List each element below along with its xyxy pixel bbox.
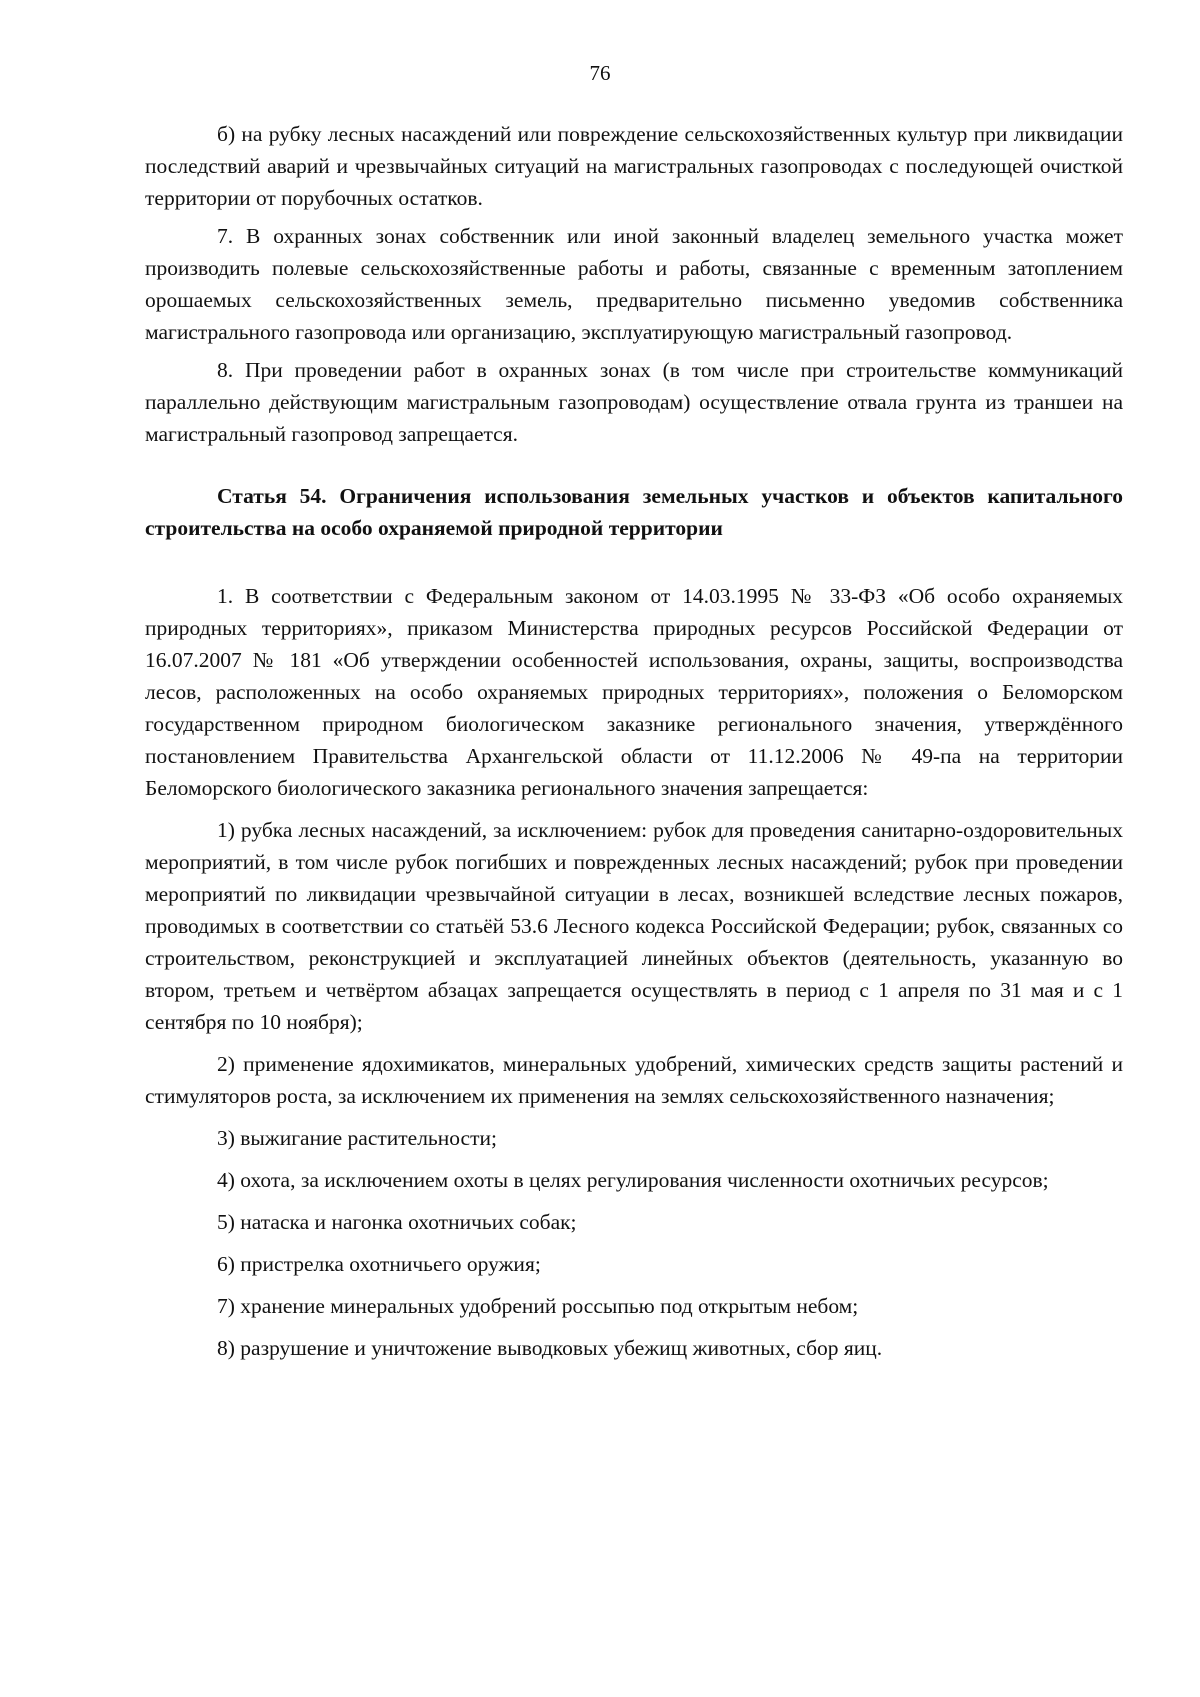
prohibition-item-4: 4) охота, за исключением охоты в целях регулирования численности охотничьих ресурсов;	[217, 1168, 1049, 1192]
prohibition-item-6: 6) пристрелка охотничьего оружия;	[217, 1252, 541, 1276]
paragraph-8-soil-dumping: 8. При проведении работ в охранных зонах (в том числе при строительстве коммуникаций параллельно действующим магистральным газопроводам) осуществление отвала грунта из траншеи на магистральный газопровод запрещается.	[145, 358, 1123, 446]
paragraph-7-agricultural-works: 7. В охранных зонах собственник или иной законный владелец земельного участка может производить полевые сельскохозяйственные работы и работы, связанные с временным затоплением орошаемых сельскохозяйственных земель, предварительно письменно уведомив собственника магистрального газопровода или организацию, эксплуатирующую магистральный газопровод.	[145, 224, 1123, 344]
article-54-intro: 1. В соответствии с Федеральным законом от 14.03.1995 № 33-ФЗ «Об особо охраняемых природных территориях», приказом Министерства природных ресурсов Российской Федерации от 16.07.2007 № 181 «Об утверждении особенностей использования, охраны, защиты, воспроизводства лесов, расположенных на особо охраняемых природных территориях», положения о Беломорском государственном природном биологическом заказнике регионального значения, утверждённого постановлением Правительства Архангельской области от 11.12.2006 № 49-па на территории Беломорского биологического заказника регионального значения запрещается:	[145, 584, 1123, 800]
prohibition-item-8: 8) разрушение и уничтожение выводковых убежищ животных, сбор яиц.	[217, 1336, 883, 1360]
prohibition-item-2: 2) применение ядохимикатов, минеральных удобрений, химических средств защиты растений и стимуляторов роста, за исключением их применения на землях сельскохозяйственного назначения;	[145, 1052, 1123, 1108]
document-body	[145, 118, 1123, 1374]
article-54-heading: Статья 54. Ограничения использования земельных участков и объектов капитального строительства на особо охраняемой природной территории	[145, 484, 1123, 540]
prohibition-item-7: 7) хранение минеральных удобрений россыпью под открытым небом;	[217, 1294, 859, 1318]
prohibition-item-3: 3) выжигание растительности;	[217, 1126, 497, 1150]
prohibition-item-1: 1) рубка лесных насаждений, за исключением: рубок для проведения санитарно-оздоровительных мероприятий, в том числе рубок погибших и поврежденных лесных насаждений; рубок при проведении мероприятий по ликвидации чрезвычайной ситуации в лесах, возникшей вследствие лесных пожаров, проводимых в соответствии со статьёй 53.6 Лесного кодекса Российской Федерации; рубок, связанных со строительством, реконструкцией и эксплуатацией линейных объектов (деятельность, указанную во втором, третьем и четвёртом абзацах запрещается осуществлять в период с 1 апреля по 31 мая и с 1 сентября по 10 ноября);	[145, 818, 1123, 1034]
paragraph-b-gas-pipeline-clearing: б) на рубку лесных насаждений или повреждение сельскохозяйственных культур при ликвидации последствий аварий и чрезвычайных ситуаций на магистральных газопроводах с последующей очисткой территории от порубочных остатков.	[145, 122, 1123, 210]
page-number: 76	[589, 61, 611, 85]
prohibition-item-5: 5) натаска и нагонка охотничьих собак;	[217, 1210, 577, 1234]
